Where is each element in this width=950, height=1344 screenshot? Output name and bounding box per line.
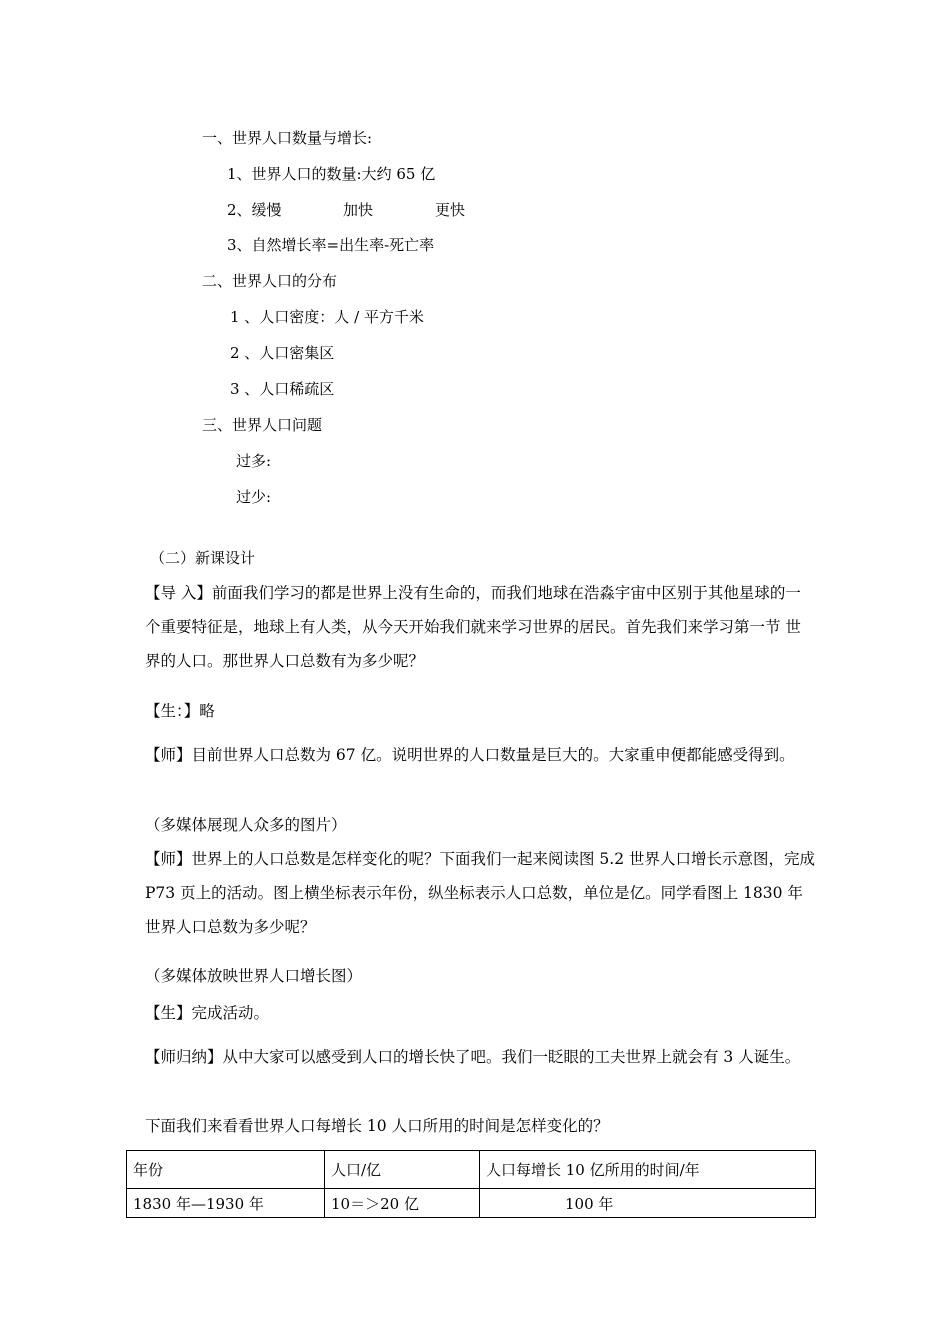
table-cell-population: 10＝＞20 亿 xyxy=(325,1189,480,1218)
paragraph-introduction: 【导 入】前面我们学习的都是世界上没有生命的，而我们地球在浩淼宇宙中区别于其他星球的一个重要特征是，地球上有人类，从今天开始我们就来学习世界的居民。首先我们来学习第一节 世界的人口。那世界人口总数有为多少呢？ xyxy=(145,584,801,670)
outline-section-3-title: 三、世界人口问题 xyxy=(202,416,323,434)
outline-item-sparse-areas: 3 、人口稀疏区 xyxy=(230,380,335,398)
table-header-year: 年份 xyxy=(127,1151,325,1189)
paragraph-teacher-population: 【师】目前世界人口总数为 67 亿。说明世界的人口数量是巨大的。大家重申便都能感受得到。 xyxy=(145,746,795,764)
outline-section-1-title: 一、世界人口数量与增长: xyxy=(202,129,373,147)
outline-section-2-title: 二、世界人口的分布 xyxy=(202,272,338,290)
growth-slow: 2、缓慢 xyxy=(227,201,282,219)
outline-item-population-density: 1 、人口密度：人 / 平方千米 xyxy=(230,308,424,326)
outline-item-too-many: 过多: xyxy=(236,452,272,470)
paragraph-multimedia-pictures: （多媒体展现人众多的图片） xyxy=(145,816,347,834)
outline-item-too-few: 过少: xyxy=(236,488,272,506)
table-header-time: 人口每增长 10 亿所用的时间/年 xyxy=(480,1151,816,1189)
outline-item-dense-areas: 2 、人口密集区 xyxy=(230,344,335,362)
paragraph-table-intro: 下面我们来看看世界人口每增长 10 人口所用的时间是怎样变化的？ xyxy=(145,1117,609,1135)
table-header-population: 人口/亿 xyxy=(325,1151,480,1189)
table-cell-year: 1830 年—1930 年 xyxy=(127,1189,325,1218)
population-growth-table xyxy=(126,1150,816,1218)
outline-item-population-count: 1、世界人口的数量:大约 65 亿 xyxy=(227,165,436,183)
outline-item-growth-speed xyxy=(227,200,465,220)
paragraph-student-activity: 【生】完成活动。 xyxy=(145,1004,270,1022)
lesson-section-title: （二）新课设计 xyxy=(150,549,256,567)
paragraph-teacher-growth-chart: 【师】世界上的人口总数是怎样变化的呢？下面我们一起来阅读图 5.2 世界人口增长示意图，完成 P73 页上的活动。图上横坐标表示年份，纵坐标表示人口总数，单位是亿。同学看图上 1830 年世界人口总数为多少呢？ xyxy=(145,850,816,936)
paragraph-multimedia-chart: （多媒体放映世界人口增长图） xyxy=(145,967,363,985)
table-header-row xyxy=(127,1151,816,1189)
growth-fastest: 更快 xyxy=(435,201,466,219)
table-cell-time: 100 年 xyxy=(480,1189,816,1218)
paragraph-teacher-summary: 【师归纳】从中大家可以感受到人口的增长快了吧。我们一眨眼的工夫世界上就会有 3 人诞生。 xyxy=(145,1048,801,1066)
paragraph-student-response: 【生：】略 xyxy=(145,702,215,720)
growth-faster: 加快 xyxy=(343,201,374,219)
outline-item-natural-growth-rate: 3、自然增长率=出生率-死亡率 xyxy=(227,236,435,254)
table-row xyxy=(127,1189,816,1218)
